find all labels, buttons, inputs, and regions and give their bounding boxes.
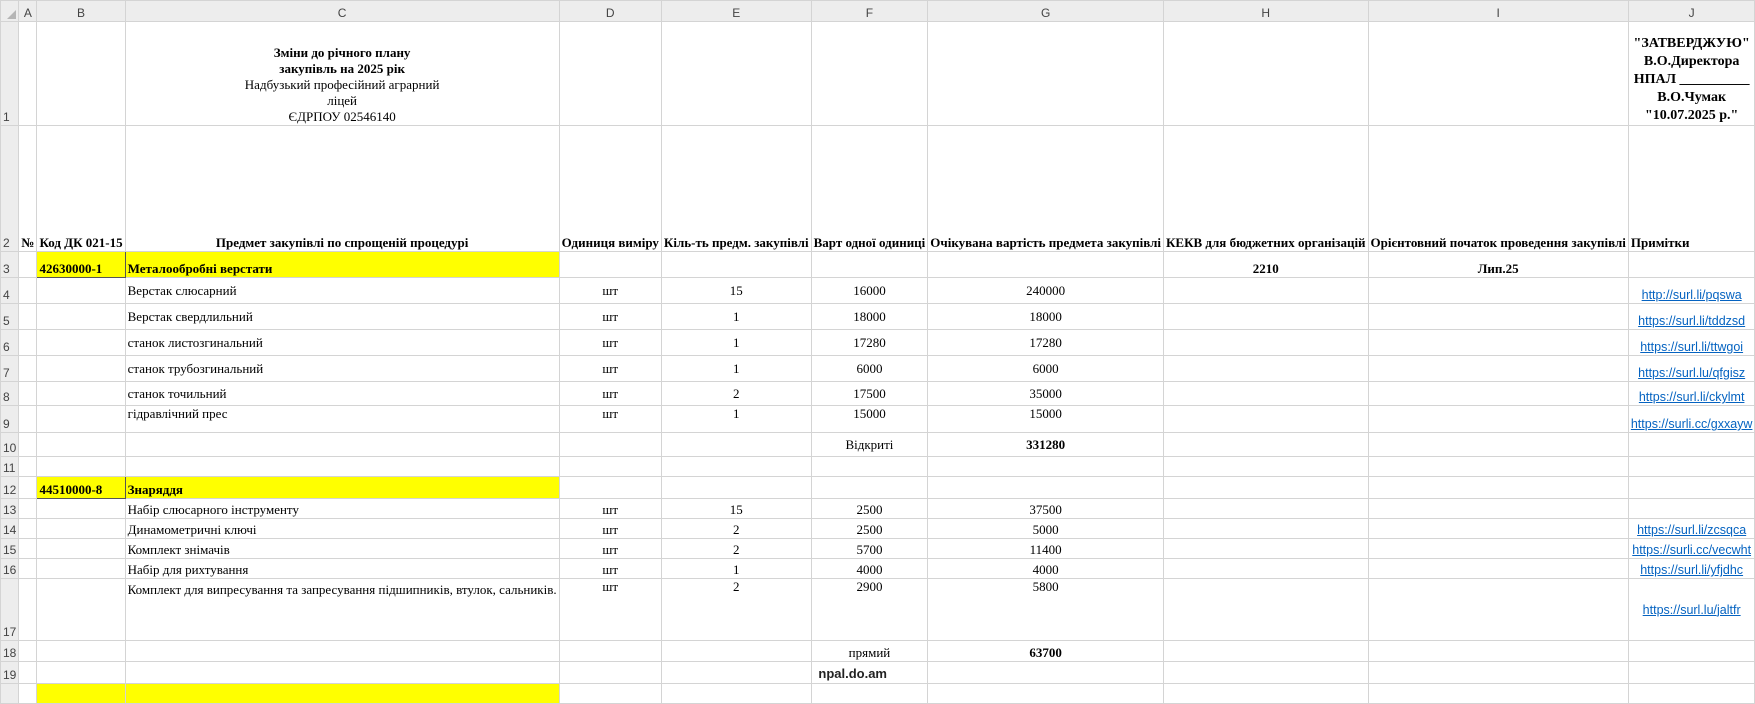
cell[interactable]	[37, 559, 125, 579]
header-start[interactable]: Орієнтовний початок проведення закупівлі	[1368, 126, 1628, 252]
table-row	[1, 304, 1755, 330]
organization-name: Надбузький професійний аграрний	[244, 77, 440, 92]
column-header[interactable]: D	[559, 1, 661, 22]
price-cell[interactable]: 15000	[811, 406, 928, 433]
cell[interactable]	[37, 457, 125, 477]
cell[interactable]	[19, 662, 37, 684]
note-cell	[1628, 330, 1755, 356]
cell[interactable]	[19, 457, 37, 477]
table-header-row	[1, 126, 1755, 252]
qty-cell[interactable]: 1	[661, 406, 811, 433]
group-code-cell[interactable]: 42630000-1	[37, 252, 125, 278]
sheet-row	[1, 457, 1755, 477]
cell[interactable]	[1163, 579, 1368, 641]
cell[interactable]	[1163, 684, 1368, 704]
row-header[interactable]: 1	[1, 22, 19, 126]
table-row	[1, 499, 1755, 519]
cell[interactable]	[1368, 356, 1628, 382]
row-header[interactable]: 2	[1, 126, 19, 252]
group-name-cell[interactable]: Знаряддя	[125, 477, 559, 499]
note-link[interactable]: https://surl.li/yfjdhc	[1640, 563, 1744, 577]
price-cell[interactable]: 2500	[811, 519, 928, 539]
note-cell[interactable]	[1628, 499, 1755, 519]
group-row	[1, 252, 1755, 278]
header-code[interactable]: Код ДК 021-15	[37, 126, 125, 252]
cell[interactable]	[37, 579, 125, 641]
note-link[interactable]: https://surl.li/ttwgoi	[1640, 340, 1744, 354]
total-cell[interactable]: 17280	[928, 330, 1164, 356]
cell[interactable]	[19, 519, 37, 539]
header-subject[interactable]: Предмет закупівлі по спрощеній процедурі	[125, 126, 559, 252]
note-cell	[1628, 356, 1755, 382]
cell[interactable]	[37, 539, 125, 559]
unit-cell[interactable]: шт	[559, 406, 661, 433]
row-header[interactable]: 7	[1, 356, 19, 382]
table-row	[1, 519, 1755, 539]
cell[interactable]	[1163, 539, 1368, 559]
approval-cell[interactable]	[1628, 22, 1755, 126]
total-cell[interactable]: 18000	[928, 304, 1164, 330]
row-header[interactable]: 15	[1, 539, 19, 559]
row-header[interactable]: 3	[1, 252, 19, 278]
cell[interactable]	[1628, 477, 1755, 499]
cell[interactable]	[37, 278, 125, 304]
cell[interactable]	[1368, 330, 1628, 356]
price-cell[interactable]: 17500	[811, 382, 928, 406]
price-cell[interactable]: 4000	[811, 559, 928, 579]
total-cell[interactable]: 15000	[928, 406, 1164, 433]
total-cell[interactable]: 5000	[928, 519, 1164, 539]
unit-cell[interactable]: шт	[559, 304, 661, 330]
approval-line: В.О.Чумак	[1657, 90, 1727, 105]
item-name-cell[interactable]: Комплект знімачів	[125, 539, 559, 559]
cell[interactable]	[559, 22, 661, 126]
cell[interactable]	[1628, 457, 1755, 477]
unit-cell[interactable]: шт	[559, 499, 661, 519]
row-header[interactable]: 16	[1, 559, 19, 579]
unit-cell[interactable]: шт	[559, 579, 661, 641]
cell[interactable]	[1368, 662, 1628, 684]
cell[interactable]	[1628, 433, 1755, 457]
cell[interactable]	[19, 433, 37, 457]
cell[interactable]	[37, 22, 125, 126]
row-header[interactable]: 17	[1, 579, 19, 641]
table-row	[1, 382, 1755, 406]
total-row	[1, 641, 1755, 662]
table-row	[1, 356, 1755, 382]
cell[interactable]	[1628, 641, 1755, 662]
cell[interactable]	[19, 278, 37, 304]
row-header[interactable]: 19	[1, 662, 19, 684]
cell[interactable]	[928, 684, 1164, 704]
row-header[interactable]: 13	[1, 499, 19, 519]
item-name-cell[interactable]: Динамометричні ключі	[125, 519, 559, 539]
title-line: Зміни до річного плану	[273, 45, 411, 60]
cell[interactable]	[19, 304, 37, 330]
approval-line: В.О.Директора	[1643, 54, 1740, 69]
cell[interactable]	[661, 684, 811, 704]
cell[interactable]	[559, 433, 661, 457]
cell[interactable]	[125, 684, 559, 704]
cell[interactable]	[928, 477, 1164, 499]
cell[interactable]	[1163, 519, 1368, 539]
table-row	[1, 406, 1755, 433]
row-header[interactable]: 18	[1, 641, 19, 662]
cell[interactable]	[661, 433, 811, 457]
table-row	[1, 278, 1755, 304]
cell[interactable]	[559, 662, 661, 684]
cell[interactable]	[125, 662, 559, 684]
total-cell[interactable]: 5800	[928, 579, 1164, 641]
cell[interactable]	[661, 662, 811, 684]
cell[interactable]	[1163, 304, 1368, 330]
total-cell[interactable]: 35000	[928, 382, 1164, 406]
qty-cell[interactable]: 1	[661, 304, 811, 330]
cell[interactable]	[125, 457, 559, 477]
cell[interactable]	[811, 457, 928, 477]
organization-name: ліцей	[327, 93, 358, 108]
cell[interactable]	[811, 477, 928, 499]
cell[interactable]	[559, 252, 661, 278]
note-link[interactable]: http://surl.li/pqswa	[1641, 288, 1742, 302]
cell[interactable]	[1163, 22, 1368, 126]
cell[interactable]	[928, 662, 1164, 684]
cell[interactable]	[1163, 559, 1368, 579]
total-cell[interactable]: 37500	[928, 499, 1164, 519]
note-cell	[1628, 278, 1755, 304]
unit-cell[interactable]: шт	[559, 519, 661, 539]
row-header[interactable]: 9	[1, 406, 19, 433]
unit-cell[interactable]: шт	[559, 356, 661, 382]
cell[interactable]	[37, 356, 125, 382]
row-header[interactable]: 12	[1, 477, 19, 499]
column-header[interactable]: F	[811, 1, 928, 22]
cell[interactable]	[19, 539, 37, 559]
cell[interactable]	[1368, 304, 1628, 330]
cell[interactable]	[1368, 499, 1628, 519]
cell[interactable]	[559, 684, 661, 704]
qty-cell[interactable]: 1	[661, 559, 811, 579]
cell[interactable]	[37, 406, 125, 433]
cell[interactable]	[811, 252, 928, 278]
table-row	[1, 330, 1755, 356]
group-code-cell[interactable]: 44510000-8	[37, 477, 125, 499]
note-link[interactable]: https://surl.li/ckylmt	[1638, 390, 1745, 404]
cell[interactable]	[559, 641, 661, 662]
title-line: закупівль на 2025 рік	[279, 61, 405, 76]
cell[interactable]	[661, 22, 811, 126]
qty-cell[interactable]: 2	[661, 382, 811, 406]
unit-cell[interactable]: шт	[559, 382, 661, 406]
column-header[interactable]: A	[19, 1, 37, 22]
column-header[interactable]: B	[37, 1, 125, 22]
qty-cell[interactable]: 15	[661, 499, 811, 519]
row-header[interactable]: 6	[1, 330, 19, 356]
cell[interactable]	[1163, 356, 1368, 382]
cell[interactable]	[1368, 22, 1628, 126]
table-row	[1, 579, 1755, 641]
cell[interactable]	[19, 330, 37, 356]
cell[interactable]	[1368, 406, 1628, 433]
item-name-cell[interactable]: станок точильний	[125, 382, 559, 406]
table-row	[1, 539, 1755, 559]
cell[interactable]	[559, 477, 661, 499]
unit-cell[interactable]: шт	[559, 278, 661, 304]
row-header[interactable]: 4	[1, 278, 19, 304]
cell[interactable]	[19, 684, 37, 704]
note-cell	[1628, 382, 1755, 406]
cell[interactable]	[928, 252, 1164, 278]
cell[interactable]	[125, 433, 559, 457]
cell[interactable]	[19, 559, 37, 579]
qty-cell[interactable]: 2	[661, 539, 811, 559]
cell[interactable]	[928, 457, 1164, 477]
unit-cell[interactable]: шт	[559, 330, 661, 356]
price-cell[interactable]: 16000	[811, 278, 928, 304]
cell[interactable]	[37, 641, 125, 662]
cell[interactable]	[1368, 519, 1628, 539]
row-header[interactable]: 14	[1, 519, 19, 539]
cell[interactable]	[1368, 539, 1628, 559]
procedure-label[interactable]: Відкриті	[811, 433, 928, 457]
item-name-cell[interactable]: Комплект для випресування та запресування підшипників, втулок, сальників.	[125, 579, 559, 641]
cell[interactable]	[661, 641, 811, 662]
item-name-cell[interactable]: гідравлічний прес	[125, 406, 559, 433]
cell[interactable]	[559, 457, 661, 477]
group-name-cell[interactable]: Металообробні верстати	[125, 252, 559, 278]
column-header[interactable]: H	[1163, 1, 1368, 22]
unit-cell[interactable]: шт	[559, 559, 661, 579]
cell[interactable]	[37, 433, 125, 457]
note-cell	[1628, 579, 1755, 641]
qty-cell[interactable]: 1	[661, 356, 811, 382]
cell[interactable]	[1163, 330, 1368, 356]
cell[interactable]	[1368, 684, 1628, 704]
cell[interactable]	[1163, 499, 1368, 519]
cell[interactable]	[1368, 579, 1628, 641]
cell[interactable]	[928, 22, 1164, 126]
cell[interactable]	[37, 499, 125, 519]
cell[interactable]	[19, 382, 37, 406]
item-name-cell[interactable]: Набір для рихтування	[125, 559, 559, 579]
total-cell[interactable]: 6000	[928, 356, 1164, 382]
price-cell[interactable]: 5700	[811, 539, 928, 559]
procedure-label[interactable]: прямий	[811, 641, 928, 662]
row-header[interactable]: 11	[1, 457, 19, 477]
header-notes[interactable]: Примітки	[1628, 126, 1755, 252]
row-header[interactable]: 8	[1, 382, 19, 406]
table-row	[1, 559, 1755, 579]
item-name-cell[interactable]: станок трубозгинальний	[125, 356, 559, 382]
note-link[interactable]: https://surl.li/tddzsd	[1638, 314, 1746, 328]
cell[interactable]	[1163, 457, 1368, 477]
group-total[interactable]: 331280	[928, 433, 1164, 457]
note-link[interactable]: https://surli.cc/gxxayw	[1630, 417, 1753, 431]
approval-line: "ЗАТВЕРДЖУЮ"	[1633, 36, 1750, 51]
cell[interactable]	[1628, 662, 1755, 684]
cell[interactable]	[661, 477, 811, 499]
cell[interactable]	[1163, 662, 1368, 684]
cell[interactable]	[1163, 406, 1368, 433]
item-name-cell[interactable]: Верстак свердлильний	[125, 304, 559, 330]
cell[interactable]	[1368, 477, 1628, 499]
cell[interactable]	[661, 457, 811, 477]
cell[interactable]	[37, 684, 125, 704]
column-header[interactable]: G	[928, 1, 1164, 22]
cell[interactable]	[1368, 457, 1628, 477]
start-cell[interactable]: Лип.25	[1368, 252, 1628, 278]
header-expected[interactable]: Очікувана вартість предмета закупівлі	[928, 126, 1164, 252]
note-link[interactable]: https://surl.li/zcsqca	[1637, 523, 1747, 537]
note-cell	[1628, 559, 1755, 579]
column-header[interactable]: J	[1628, 1, 1755, 22]
item-name-cell[interactable]: станок листозгинальний	[125, 330, 559, 356]
header-num[interactable]: №	[19, 126, 37, 252]
header-price[interactable]: Варт одної одиниці	[811, 126, 928, 252]
cell[interactable]	[1628, 684, 1755, 704]
cell[interactable]	[19, 406, 37, 433]
unit-cell[interactable]: шт	[559, 539, 661, 559]
price-cell[interactable]: 17280	[811, 330, 928, 356]
column-header[interactable]: E	[661, 1, 811, 22]
item-name-cell[interactable]: Набір слюсарного інструменту	[125, 499, 559, 519]
cell[interactable]	[125, 641, 559, 662]
qty-cell[interactable]: 2	[661, 579, 811, 641]
select-all-corner[interactable]	[1, 1, 19, 22]
cell[interactable]	[19, 499, 37, 519]
header-unit[interactable]: Одиниця виміру	[559, 126, 661, 252]
total-cell[interactable]: 240000	[928, 278, 1164, 304]
row-header[interactable]: 10	[1, 433, 19, 457]
note-cell	[1628, 304, 1755, 330]
cell[interactable]	[811, 22, 928, 126]
price-cell[interactable]: 2500	[811, 499, 928, 519]
cell[interactable]	[19, 252, 37, 278]
note-cell	[1628, 406, 1755, 433]
column-header-row	[1, 1, 1755, 22]
cell[interactable]	[37, 662, 125, 684]
cell[interactable]	[19, 579, 37, 641]
watermark: npal.do.am	[814, 665, 891, 682]
sheet-row	[1, 22, 1755, 126]
total-cell[interactable]: 11400	[928, 539, 1164, 559]
group-total[interactable]: 63700	[928, 641, 1164, 662]
cell[interactable]	[1163, 382, 1368, 406]
cell[interactable]	[37, 330, 125, 356]
cell[interactable]	[661, 252, 811, 278]
cell[interactable]	[37, 382, 125, 406]
note-link[interactable]: https://surl.lu/jaltfr	[1642, 602, 1741, 617]
qty-cell[interactable]: 1	[661, 330, 811, 356]
cell[interactable]	[1368, 559, 1628, 579]
cell[interactable]	[19, 22, 37, 126]
cell[interactable]	[1163, 433, 1368, 457]
cell[interactable]	[1163, 641, 1368, 662]
item-name-cell[interactable]: Верстак слюсарний	[125, 278, 559, 304]
cell[interactable]	[1368, 382, 1628, 406]
cell[interactable]	[1628, 252, 1755, 278]
cell[interactable]	[19, 477, 37, 499]
approval-line: НПАЛ __________	[1633, 72, 1750, 87]
cell[interactable]	[1368, 433, 1628, 457]
column-header[interactable]: I	[1368, 1, 1628, 22]
note-cell	[1628, 519, 1755, 539]
qty-cell[interactable]: 15	[661, 278, 811, 304]
cell[interactable]	[37, 304, 125, 330]
cell[interactable]	[19, 356, 37, 382]
approval-line: "10.07.2025 р."	[1644, 108, 1739, 123]
edrpou-code: ЄДРПОУ 02546140	[288, 109, 396, 124]
total-cell[interactable]: 4000	[928, 559, 1164, 579]
group-row	[1, 477, 1755, 499]
total-row	[1, 433, 1755, 457]
header-kekv[interactable]: КЕКВ для бюджетних організацій	[1163, 126, 1368, 252]
price-cell[interactable]: 6000	[811, 356, 928, 382]
kekv-cell[interactable]: 2210	[1163, 252, 1368, 278]
header-qty[interactable]: Кіль-ть предм. закупівлі	[661, 126, 811, 252]
sheet-row	[1, 684, 1755, 704]
cell[interactable]	[811, 684, 928, 704]
cell[interactable]	[19, 641, 37, 662]
note-link[interactable]: https://surli.cc/vecwht	[1632, 543, 1752, 557]
cell[interactable]	[1163, 278, 1368, 304]
price-cell[interactable]: 18000	[811, 304, 928, 330]
row-header[interactable]: 5	[1, 304, 19, 330]
cell[interactable]	[1368, 641, 1628, 662]
qty-cell[interactable]: 2	[661, 519, 811, 539]
column-header[interactable]: C	[125, 1, 559, 22]
cell[interactable]	[1163, 477, 1368, 499]
cell[interactable]	[37, 519, 125, 539]
note-link[interactable]: https://surl.lu/qfgisz	[1638, 366, 1746, 380]
cell[interactable]	[1368, 278, 1628, 304]
row-header[interactable]	[1, 684, 19, 704]
note-cell	[1628, 539, 1755, 559]
price-cell[interactable]: 2900	[811, 579, 928, 641]
title-cell[interactable]	[125, 22, 559, 126]
